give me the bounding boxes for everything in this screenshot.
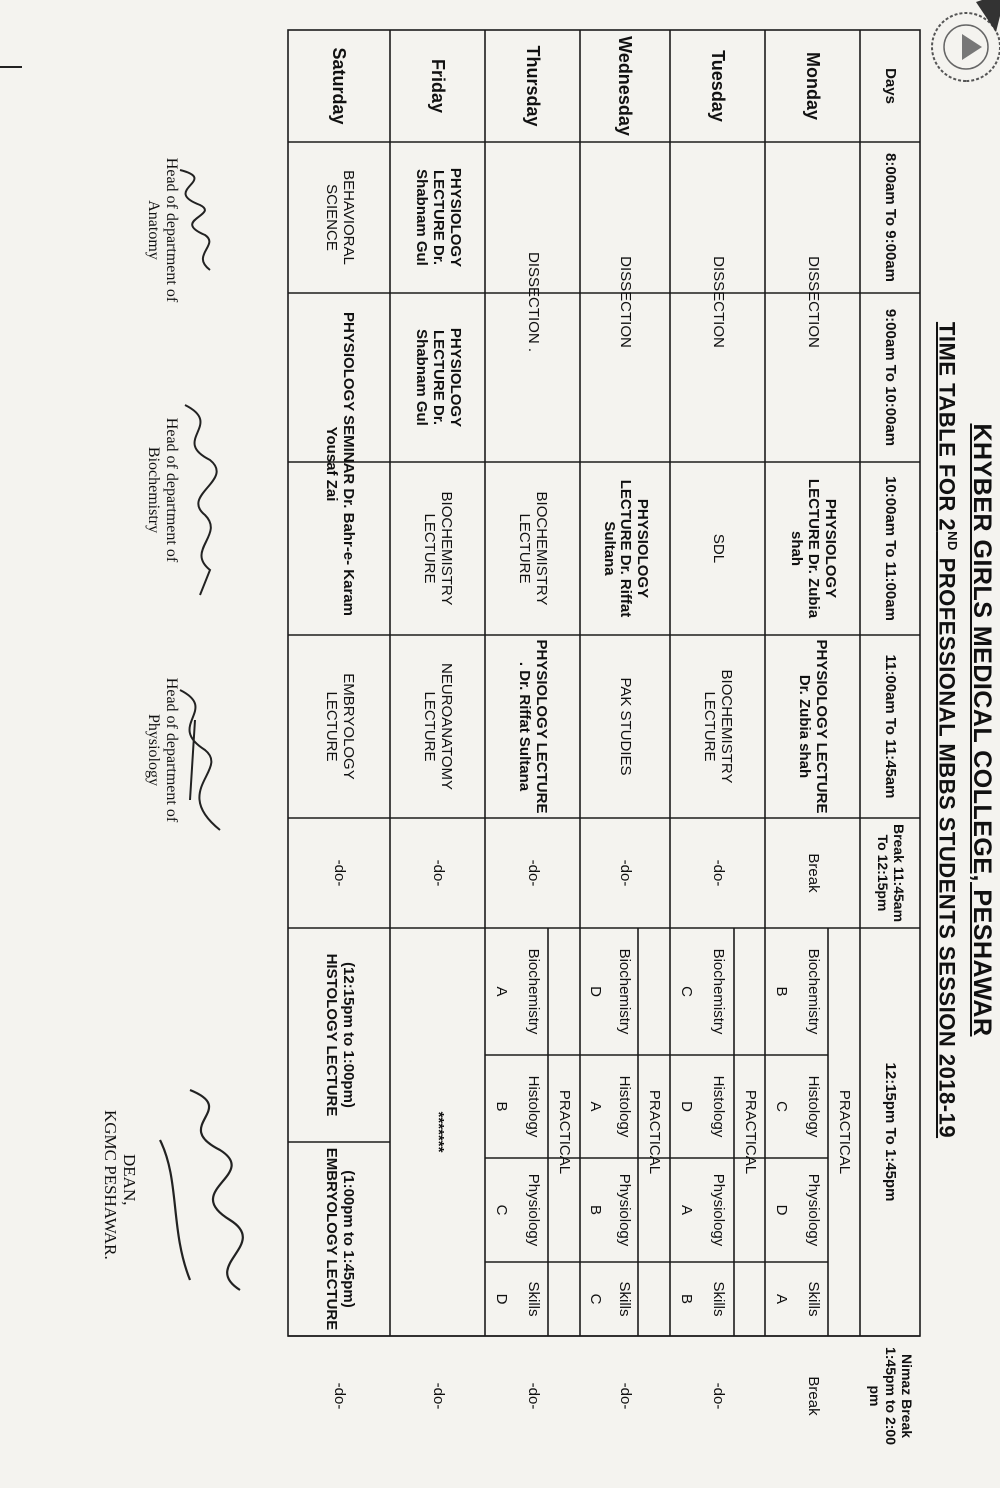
monday-group-histology: C xyxy=(773,1101,791,1112)
friday-9am: PHYSIOLOGY LECTURE Dr. Shabnam Gul xyxy=(413,327,464,428)
friday-practical: ******* xyxy=(429,1111,447,1153)
day-monday: Monday xyxy=(802,51,823,120)
thursday-break: -do- xyxy=(524,859,542,887)
wednesday-subject-physiology: Physiology xyxy=(615,1173,633,1247)
dean-org: KGMC PESHAWAR. xyxy=(101,1110,121,1260)
friday-break: -do- xyxy=(429,859,447,887)
day-wednesday: Wednesday xyxy=(615,36,636,136)
thursday-group-skills: D xyxy=(493,1293,511,1305)
friday-nimaz: -do- xyxy=(429,1382,447,1410)
thursday-subject-physiology: Physiology xyxy=(524,1173,542,1247)
thursday-practical-label: PRACTICAL xyxy=(556,1089,574,1175)
tuesday-break: -do- xyxy=(709,859,727,887)
tuesday-practical-label: PRACTICAL xyxy=(741,1089,759,1175)
subtitle-superscript: ND xyxy=(945,531,960,551)
thursday-subject-histology: Histology xyxy=(524,1075,542,1138)
friday-11am: NEUROANATOMY LECTURE xyxy=(421,663,456,790)
monday-10am: PHYSIOLOGY LECTURE Dr. Zubia shah xyxy=(788,478,839,619)
footer-head-anatomy: Head of department of Anatomy xyxy=(145,157,180,303)
monday-group-physiology: D xyxy=(773,1204,791,1216)
dean-title: DEAN, xyxy=(120,1154,139,1206)
saturday-break: -do- xyxy=(331,859,349,887)
saturday-11am: EMBRYOLOGY LECTURE xyxy=(323,673,357,780)
header-slot-8am: 8:00am To 9:00am xyxy=(882,153,900,282)
wednesday-group-skills: C xyxy=(586,1293,604,1305)
wednesday-subject-biochemistry: Biochemistry xyxy=(615,948,633,1035)
tuesday-dissection: DISSECTION xyxy=(709,256,727,348)
friday-10am: BIOCHEMISTRY LECTURE xyxy=(421,491,456,606)
header-slot-9am: 9:00am To 10:00am xyxy=(882,308,900,447)
wednesday-practical-label: PRACTICAL xyxy=(646,1089,664,1175)
dean-signature-icon xyxy=(140,1080,300,1300)
wednesday-subject-skills: Skills xyxy=(615,1281,633,1317)
thursday-subject-skills: Skills xyxy=(524,1281,542,1317)
monday-subject-biochemistry: Biochemistry xyxy=(804,948,822,1035)
wednesday-group-biochemistry: D xyxy=(586,986,604,997)
monday-11am: PHYSIOLOGY LECTURE Dr. Zubia shah xyxy=(796,639,831,814)
day-friday: Friday xyxy=(427,58,448,114)
header-slot-10am: 10:00am To 11:00am xyxy=(882,476,900,621)
thursday-group-histology: B xyxy=(493,1101,511,1112)
tuesday-subject-skills: Skills xyxy=(710,1281,728,1317)
college-title: KHYBER GIRLS MEDICAL COLLEGE, PESHAWAR xyxy=(968,423,996,1037)
tuesday-nimaz: -do- xyxy=(709,1382,727,1410)
tuesday-subject-physiology: Physiology xyxy=(710,1173,728,1247)
monday-subject-physiology: Physiology xyxy=(804,1173,822,1247)
monday-practical-label: PRACTICAL xyxy=(836,1089,854,1175)
header-practical-time: 12:15pm To 1:45pm xyxy=(882,1062,900,1202)
header-days: Days xyxy=(882,68,900,104)
day-saturday: Saturday xyxy=(329,47,350,125)
saturday-histology: (12:15pm to 1:00pm) HISTOLOGY LECTURE xyxy=(323,953,357,1117)
thursday-dissection: DISSECTION . xyxy=(524,251,542,352)
header-break: Break 11:45am To 12:15pm xyxy=(875,823,907,923)
tuesday-group-skills: B xyxy=(678,1293,696,1304)
header-slot-11am: 11:00am To 11:45am xyxy=(882,654,900,799)
scan-edge-mark xyxy=(0,66,22,68)
tuesday-group-histology: D xyxy=(678,1101,696,1112)
wednesday-break: -do- xyxy=(617,859,635,887)
monday-break: Break xyxy=(804,853,822,893)
footer-dean xyxy=(101,1110,138,1310)
college-crest-icon xyxy=(916,0,1000,102)
subtitle-part-1: TIME TABLE FOR 2 xyxy=(934,321,960,532)
monday-nimaz: Break xyxy=(804,1376,822,1416)
saturday-embryology: (1:00pm to 1:45pm) EMBRYOLOGY LECTURE xyxy=(323,1147,357,1331)
monday-subject-skills: Skills xyxy=(804,1281,822,1317)
thursday-group-biochemistry: A xyxy=(493,986,511,997)
tuesday-11am: BIOCHEMISTRY LECTURE xyxy=(701,669,736,784)
thursday-11am: PHYSIOLOGY LECTURE . Dr. Riffat Sultana xyxy=(516,639,551,814)
saturday-9am-10am: PHYSIOLOGY SEMINAR Dr. Bahr-e- Karam Yousaf Zai xyxy=(323,312,357,616)
day-thursday: Thursday xyxy=(522,45,543,127)
wednesday-dissection: DISSECTION xyxy=(617,256,635,348)
monday-subject-histology: Histology xyxy=(804,1075,822,1138)
wednesday-subject-histology: Histology xyxy=(615,1075,633,1138)
timetable-subtitle xyxy=(934,230,960,1230)
thursday-group-physiology: C xyxy=(493,1204,511,1216)
thursday-nimaz: -do- xyxy=(524,1382,542,1410)
footer-head-physiology: Head of department of Physiology xyxy=(145,677,180,823)
monday-group-skills: A xyxy=(773,1293,791,1304)
wednesday-nimaz: -do- xyxy=(617,1382,635,1410)
wednesday-group-physiology: B xyxy=(586,1204,604,1215)
monday-group-biochemistry: B xyxy=(773,986,791,997)
saturday-nimaz: -do- xyxy=(331,1382,349,1410)
subtitle-part-2: PROFESSIONAL MBBS STUDENTS SESSION 2018-19 xyxy=(934,550,960,1139)
friday-8am: PHYSIOLOGY LECTURE Dr. Shabnam Gul xyxy=(413,167,464,268)
wednesday-11am: PAK STUDIES xyxy=(617,677,635,776)
tuesday-10am: SDL xyxy=(709,533,727,564)
day-tuesday: Tuesday xyxy=(707,50,728,122)
wednesday-group-histology: A xyxy=(586,1101,604,1112)
tuesday-subject-biochemistry: Biochemistry xyxy=(710,948,728,1035)
wednesday-10am: PHYSIOLOGY LECTURE Dr. Riffat Sultana xyxy=(600,479,652,618)
tuesday-subject-histology: Histology xyxy=(710,1075,728,1138)
saturday-8am: BEHAVIORAL SCIENCE xyxy=(323,170,357,265)
monday-dissection: DISSECTION xyxy=(804,256,822,348)
thursday-10am: BIOCHEMISTRY LECTURE xyxy=(516,491,551,606)
thursday-subject-biochemistry: Biochemistry xyxy=(524,948,542,1035)
tuesday-group-biochemistry: C xyxy=(678,986,696,997)
footer-head-biochemistry: Head of department of Biochemistry xyxy=(145,417,180,563)
header-nimaz-break: Nimaz Break 1:45pm to 2:00 pm xyxy=(867,1346,915,1446)
tuesday-group-physiology: A xyxy=(678,1204,696,1215)
